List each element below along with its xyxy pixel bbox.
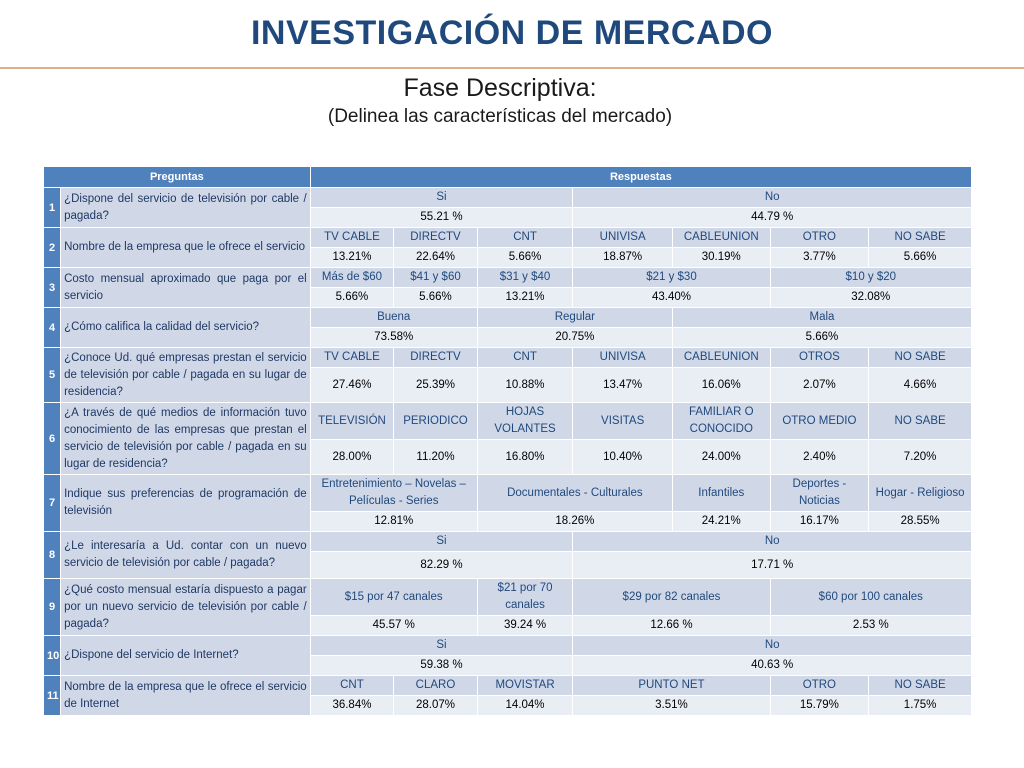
answer-value: 36.84% bbox=[310, 696, 394, 716]
answer-option: Más de $60 bbox=[310, 268, 394, 288]
answer-option: $31 y $40 bbox=[477, 268, 573, 288]
answer-value: 13.21% bbox=[477, 288, 573, 308]
answer-option: TELEVISIÓN bbox=[310, 403, 394, 440]
answer-option: Mala bbox=[672, 308, 971, 328]
question-number: 5 bbox=[44, 348, 61, 403]
answer-value: 2.40% bbox=[770, 440, 869, 475]
answer-value: 5.66% bbox=[394, 288, 478, 308]
answer-option: No bbox=[573, 532, 972, 552]
question-number: 10 bbox=[44, 636, 61, 676]
answer-option: MOVISTAR bbox=[477, 676, 573, 696]
answer-option: NO SABE bbox=[869, 228, 972, 248]
answer-value: 55.21 % bbox=[310, 208, 573, 228]
title-divider bbox=[0, 67, 1024, 69]
answer-value: 10.88% bbox=[477, 368, 573, 403]
answer-option: CNT bbox=[310, 676, 394, 696]
question-text: ¿Qué costo mensual estaría dispuesto a pagar por un nuevo servicio de televisión por cable / pagada? bbox=[61, 579, 311, 636]
answer-value: 28.07% bbox=[394, 696, 478, 716]
answer-value: 13.47% bbox=[573, 368, 673, 403]
answer-value: 32.08% bbox=[770, 288, 971, 308]
question-7-options-row bbox=[44, 475, 972, 512]
answer-value: 5.66% bbox=[477, 248, 573, 268]
question-text: Indique sus preferencias de programación de televisión bbox=[61, 475, 311, 532]
question-4-options-row bbox=[44, 308, 972, 328]
answer-option: UNIVISA bbox=[573, 348, 673, 368]
question-text: ¿Dispone del servicio de Internet? bbox=[61, 636, 311, 676]
answer-option: Regular bbox=[477, 308, 672, 328]
question-10-options-row bbox=[44, 636, 972, 656]
answer-value: 5.66% bbox=[310, 288, 394, 308]
answer-option: DIRECTV bbox=[394, 348, 478, 368]
answer-value: 40.63 % bbox=[573, 656, 972, 676]
answer-value: 10.40% bbox=[573, 440, 673, 475]
answer-option: CABLEUNION bbox=[672, 228, 770, 248]
header-preguntas: Preguntas bbox=[44, 167, 311, 188]
question-1-options-row bbox=[44, 188, 972, 208]
answer-option: $10 y $20 bbox=[770, 268, 971, 288]
question-8-options-row bbox=[44, 532, 972, 552]
answer-option: Si bbox=[310, 188, 573, 208]
answer-value: 39.24 % bbox=[477, 616, 573, 636]
answer-option: OTROS bbox=[770, 348, 869, 368]
answer-value: 17.71 % bbox=[573, 552, 972, 579]
question-number: 8 bbox=[44, 532, 61, 579]
answer-value: 13.21% bbox=[310, 248, 394, 268]
answer-value: 20.75% bbox=[477, 328, 672, 348]
answer-value: 16.06% bbox=[672, 368, 770, 403]
answer-value: 24.00% bbox=[672, 440, 770, 475]
question-2-options-row bbox=[44, 228, 972, 248]
answer-value: 16.80% bbox=[477, 440, 573, 475]
question-11-options-row bbox=[44, 676, 972, 696]
answer-option: NO SABE bbox=[869, 403, 972, 440]
answer-option: Infantiles bbox=[672, 475, 770, 512]
answer-option: CNT bbox=[477, 228, 573, 248]
answer-value: 28.55% bbox=[869, 512, 972, 532]
answer-option: NO SABE bbox=[869, 348, 972, 368]
page-subtitle: Fase Descriptiva: bbox=[403, 74, 597, 102]
answer-value: 18.26% bbox=[477, 512, 672, 532]
page-title: INVESTIGACIÓN DE MERCADO bbox=[250, 14, 774, 52]
question-text: ¿Dispone del servicio de televisión por cable / pagada? bbox=[61, 188, 311, 228]
question-number: 6 bbox=[44, 403, 61, 475]
answer-value: 25.39% bbox=[394, 368, 478, 403]
answer-value: 44.79 % bbox=[573, 208, 972, 228]
answer-option: UNIVISA bbox=[573, 228, 673, 248]
answer-value: 82.29 % bbox=[310, 552, 573, 579]
answer-option: No bbox=[573, 636, 972, 656]
answer-value: 5.66% bbox=[672, 328, 971, 348]
question-3-options-row bbox=[44, 268, 972, 288]
answer-value: 24.21% bbox=[672, 512, 770, 532]
answer-option: Deportes - Noticias bbox=[770, 475, 869, 512]
answer-value: 28.00% bbox=[310, 440, 394, 475]
question-text: Nombre de la empresa que le ofrece el servicio bbox=[61, 228, 311, 268]
answer-value: 4.66% bbox=[869, 368, 972, 403]
answer-option: Si bbox=[310, 636, 573, 656]
answer-option: $21 y $30 bbox=[573, 268, 770, 288]
answer-option: OTRO MEDIO bbox=[770, 403, 869, 440]
answer-value: 11.20% bbox=[394, 440, 478, 475]
answer-value: 14.04% bbox=[477, 696, 573, 716]
answer-value: 2.07% bbox=[770, 368, 869, 403]
answer-option: $21 por 70 canales bbox=[477, 579, 573, 616]
answer-value: 12.66 % bbox=[573, 616, 770, 636]
question-9-options-row bbox=[44, 579, 972, 616]
answer-option: $60 por 100 canales bbox=[770, 579, 971, 616]
question-number: 7 bbox=[44, 475, 61, 532]
answer-value: 27.46% bbox=[310, 368, 394, 403]
answer-option: $41 y $60 bbox=[394, 268, 478, 288]
answer-value: 45.57 % bbox=[310, 616, 477, 636]
answer-option: FAMILIAR O CONOCIDO bbox=[672, 403, 770, 440]
answer-value: 5.66% bbox=[869, 248, 972, 268]
answer-value: 2.53 % bbox=[770, 616, 971, 636]
answer-value: 7.20% bbox=[869, 440, 972, 475]
answer-value: 16.17% bbox=[770, 512, 869, 532]
answer-option: $29 por 82 canales bbox=[573, 579, 770, 616]
answer-option: Si bbox=[310, 532, 573, 552]
question-text: Costo mensual aproximado que paga por el servicio bbox=[61, 268, 311, 308]
answer-option: Buena bbox=[310, 308, 477, 328]
answer-value: 15.79% bbox=[770, 696, 869, 716]
question-number: 2 bbox=[44, 228, 61, 268]
question-text: Nombre de la empresa que le ofrece el servicio de Internet bbox=[61, 676, 311, 716]
answer-value: 30.19% bbox=[672, 248, 770, 268]
question-6-options-row bbox=[44, 403, 972, 440]
answer-option: VISITAS bbox=[573, 403, 673, 440]
answer-value: 3.77% bbox=[770, 248, 869, 268]
answer-value: 12.81% bbox=[310, 512, 477, 532]
answer-option: OTRO bbox=[770, 228, 869, 248]
answer-value: 3.51% bbox=[573, 696, 770, 716]
question-text: ¿Cómo califica la calidad del servicio? bbox=[61, 308, 311, 348]
answer-value: 43.40% bbox=[573, 288, 770, 308]
page-subtitle-detail: (Delinea las características del mercado) bbox=[327, 106, 673, 127]
question-number: 3 bbox=[44, 268, 61, 308]
answer-option: Entretenimiento – Novelas – Películas - Series bbox=[310, 475, 477, 512]
answer-value: 22.64% bbox=[394, 248, 478, 268]
answer-value: 18.87% bbox=[573, 248, 673, 268]
answer-option: CNT bbox=[477, 348, 573, 368]
answer-option: TV CABLE bbox=[310, 348, 394, 368]
answer-option: Documentales - Culturales bbox=[477, 475, 672, 512]
answer-option: TV CABLE bbox=[310, 228, 394, 248]
answer-option: CLARO bbox=[394, 676, 478, 696]
answer-option: PERIODICO bbox=[394, 403, 478, 440]
answer-option: NO SABE bbox=[869, 676, 972, 696]
answer-option: $15 por 47 canales bbox=[310, 579, 477, 616]
question-text: ¿A través de qué medios de información tuvo conocimiento de las empresas que prestan el servicio de televisión por cable / pagada en su lugar de residencia? bbox=[61, 403, 311, 475]
answer-value: 73.58% bbox=[310, 328, 477, 348]
answer-option: No bbox=[573, 188, 972, 208]
answer-option: PUNTO NET bbox=[573, 676, 770, 696]
question-5-options-row bbox=[44, 348, 972, 368]
answer-option: OTRO bbox=[770, 676, 869, 696]
answer-option: CABLEUNION bbox=[672, 348, 770, 368]
answer-option: DIRECTV bbox=[394, 228, 478, 248]
answer-value: 1.75% bbox=[869, 696, 972, 716]
answer-value: 59.38 % bbox=[310, 656, 573, 676]
question-number: 11 bbox=[44, 676, 61, 716]
question-number: 9 bbox=[44, 579, 61, 636]
question-number: 1 bbox=[44, 188, 61, 228]
header-respuestas: Respuestas bbox=[310, 167, 971, 188]
survey-results-table bbox=[43, 166, 972, 716]
question-text: ¿Conoce Ud. qué empresas prestan el servicio de televisión por cable / pagada en su lugar de residencia? bbox=[61, 348, 311, 403]
question-text: ¿Le interesaría a Ud. contar con un nuevo servicio de televisión por cable / pagada? bbox=[61, 532, 311, 579]
answer-option: Hogar - Religioso bbox=[869, 475, 972, 512]
answer-option: HOJAS VOLANTES bbox=[477, 403, 573, 440]
question-number: 4 bbox=[44, 308, 61, 348]
